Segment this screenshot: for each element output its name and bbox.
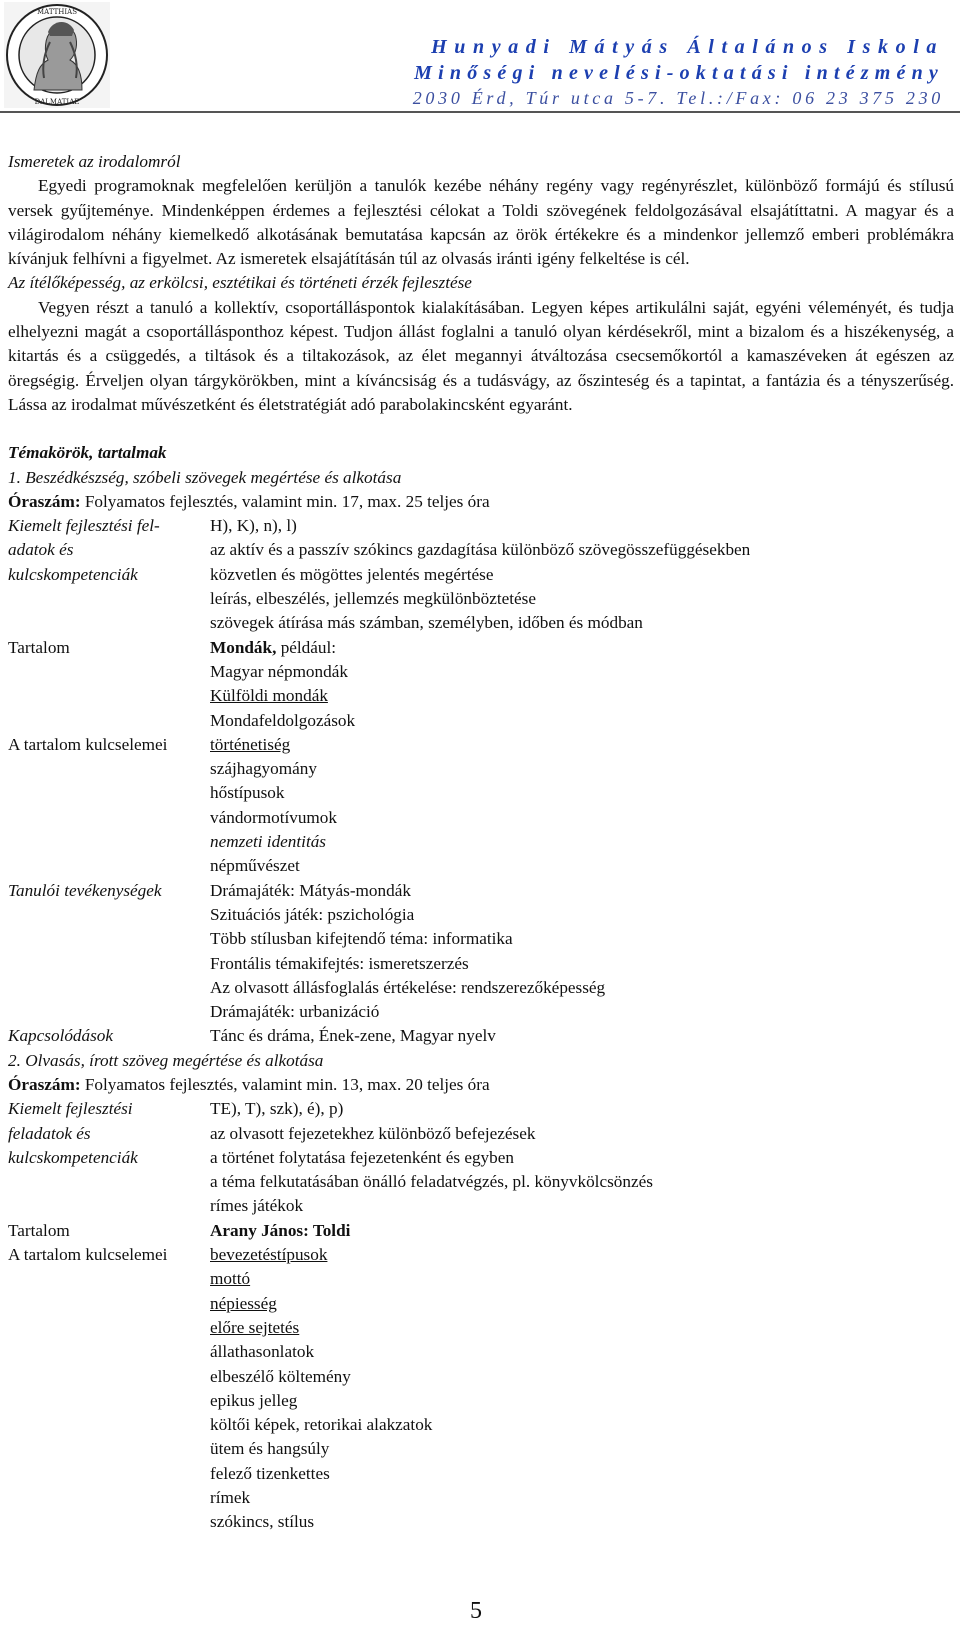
section-heading: Ismeretek az irodalomról — [8, 152, 181, 171]
list-item: az aktív és a passzív szókincs gazdagítása különböző szövegösszefüggésekben — [210, 540, 751, 560]
key-row: A tartalom kulcselemei bevezetéstípusok mottó népiesség előre sejtetés állathasonlatok elbeszélő költemény epikus jelleg költői képek, retorikai alakzatok ütem és hangsúly felező tizenkettes rímek szókincs, stílus — [8, 1243, 954, 1535]
svg-text:MATTHIAS: MATTHIAS — [36, 8, 78, 16]
list-item: Több stílusban kifejtendő téma: informatika — [210, 929, 513, 949]
page-number: 5 — [470, 1598, 482, 1624]
list-item: Drámajáték: Mátyás-mondák — [210, 880, 411, 900]
topic-title: 2. Olvasás, írott szöveg megértése és alkotása — [8, 1050, 324, 1070]
list-item: vándormotívumok — [210, 807, 337, 827]
activity-row: Tanulói tevékenységek Drámajáték: Mátyás-mondák Szituációs játék: pszichológia Több stílusban kifejtendő téma: informatika Frontális témakifejtés: ismeretszerzés Az olvasott állásfoglalás értékelése: rendszerezőképesség Drámajáték: urbanizáció — [8, 879, 954, 1025]
content-row: Tartalom Arany János: Toldi — [8, 1220, 351, 1240]
topic-title: 1. Beszédkészség, szóbeli szövegek megértése és alkotása — [8, 467, 402, 487]
paragraph: Egyedi programoknak megfelelően kerüljön a tanulók kezébe néhány regény vagy regényrészlet, különböző formájú és stílusú versek gyűjteménye. Mindenképpen érdemes a fejlesztési célokat a Toldi szövegének feldolgozásával elsajátíttatni. A magyar és a világirodalom néhány kiemelkedő alkotásának bemutatása kapcsán az örök értékekre és a mindenkor jellemző emberi problémákra kívánjuk felhívni a figyelmet. Az ismeretek elsajátításán túl az olvasás iránti igény felkeltése is cél. — [8, 176, 954, 269]
school-address: 2030 Érd, Túr utca 5-7. Tel.:/Fax: 06 23 375 230 — [412, 88, 944, 108]
list-item: Szituációs játék: pszichológia — [210, 904, 415, 924]
list-item: Mondafeldolgozások — [210, 710, 356, 730]
king-matthias-seal-icon — [4, 2, 110, 108]
page-body — [8, 150, 954, 1535]
list-item: H), K), n), l) — [210, 516, 297, 536]
list-item: elbeszélő költemény — [210, 1366, 351, 1386]
list-item: bevezetéstípusok — [210, 1245, 328, 1265]
list-item: Magyar népmondák — [210, 661, 348, 681]
list-item: TE), T), szk), é), p) — [210, 1099, 344, 1119]
hours-line: Óraszám: Folyamatos fejlesztés, valamint min. 17, max. 25 teljes óra — [8, 491, 490, 511]
list-item: szókincs, stílus — [210, 1512, 315, 1532]
list-item: népiesség — [210, 1293, 277, 1313]
list-item: az olvasott fejezetekhez különböző befejezések — [210, 1123, 536, 1143]
list-item: költői képek, retorikai alakzatok — [210, 1415, 433, 1435]
list-item: szájhagyomány — [210, 759, 317, 779]
list-item: rímek — [210, 1488, 251, 1508]
topics-heading: Témakörök, tartalmak — [8, 443, 167, 463]
header-divider — [0, 111, 960, 113]
links-row: Kapcsolódások Tánc és dráma, Ének-zene, Magyar nyelv — [8, 1026, 496, 1046]
list-item: hőstípusok — [210, 783, 285, 803]
list-item: népművészet — [210, 856, 300, 876]
list-item: Külföldi mondák — [210, 686, 328, 706]
hours-line: Óraszám: Folyamatos fejlesztés, valamint min. 13, max. 20 teljes óra — [8, 1074, 490, 1094]
list-item: Frontális témakifejtés: ismeretszerzés — [210, 953, 469, 973]
list-item: epikus jelleg — [210, 1390, 298, 1410]
list-item: nemzeti identitás — [210, 832, 326, 852]
content-row: Tartalom Mondák, például: Magyar népmondák Külföldi mondák Mondafeldolgozások — [8, 636, 954, 733]
svg-text:DALMATIAE: DALMATIAE — [34, 98, 80, 106]
section-heading: Az ítélőképesség, az erkölcsi, esztétikai és történeti érzék fejlesztése — [8, 273, 472, 293]
school-name: Hunyadi Mátyás Általános Iskola — [431, 36, 944, 58]
letterhead — [0, 0, 960, 112]
dev-row: Kiemelt fejlesztési feladatok és kulcskompetenciák TE), T), szk), é), p) az olvasott fejezetekhez különböző befejezések a történet folytatása fejezetenként és egyben a téma felkutatásában önálló feladatvégzés, pl. könyvkölcsönzés rímes játékok — [8, 1097, 954, 1218]
list-item: Az olvasott állásfoglalás értékelése: rendszerezőképesség — [210, 977, 606, 997]
list-item: leírás, elbeszélés, jellemzés megkülönböztetése — [210, 589, 536, 609]
list-item: előre sejtetés — [210, 1317, 300, 1337]
list-item: rímes játékok — [210, 1196, 304, 1216]
list-item: mottó — [210, 1269, 251, 1289]
list-item: felező tizenkettes — [210, 1463, 330, 1483]
list-item: szövegek átírása más számban, személyben, időben és módban — [210, 613, 643, 633]
list-item: történetiség — [210, 734, 291, 754]
list-item: közvetlen és mögöttes jelentés megértése — [210, 564, 494, 584]
school-subtitle: Minőségi nevelési-oktatási intézmény — [414, 62, 944, 84]
list-item: a történet folytatása fejezetenként és egyben — [210, 1147, 514, 1167]
paragraph: Vegyen részt a tanuló a kollektív, csoportálláspontok kialakításában. Legyen képes artikulálni saját, egyéni véleményét, és tudja elhelyezni magát a csoportállásponthoz képest. Tudjon állást foglalni a tanuló olyan kérdésekről, mint a bizalom és a hiszékenység, a kitartás és a csüggedés, a tiltások és a tiltakozások, az élet megannyi átváltozása csecsemőkortól a kamaszéveken át egészen az öregségig. Érveljen olyan tárgykörökben, mint a kíváncsiság és a tudásvágy, az őszinteség és a tapintat, a fantázia és a tényszerűség. Lássa az irodalmat művészetként és életstratégiát adó parabolakincsként egyaránt. — [8, 297, 954, 414]
key-row: A tartalom kulcselemei történetiség szájhagyomány hőstípusok vándormotívumok nemzeti identitás népművészet — [8, 733, 954, 879]
list-item: a téma felkutatásában önálló feladatvégzés, pl. könyvkölcsönzés — [210, 1172, 653, 1192]
dev-row: Kiemelt fejlesztési fel- adatok és kulcskompetenciák H), K), n), l) az aktív és a passzív szókincs gazdagítása különböző szövegösszefüggésekben közvetlen és mögöttes jelentés megértése leírás, elbeszélés, jellemzés megkülönböztetése szövegek átírása más számban, személyben, időben és módban — [8, 514, 954, 635]
list-item: Drámajáték: urbanizáció — [210, 1002, 380, 1022]
list-item: ütem és hangsúly — [210, 1439, 330, 1459]
list-item: állathasonlatok — [210, 1342, 315, 1362]
